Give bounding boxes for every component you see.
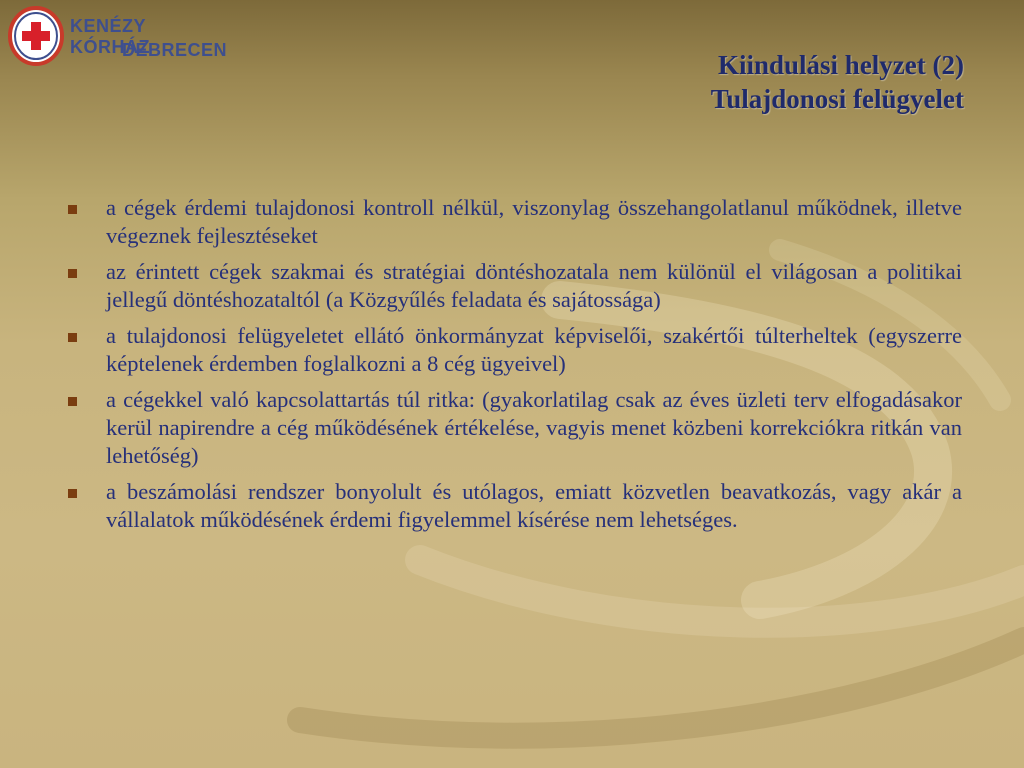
bullet-square-icon bbox=[68, 489, 77, 498]
list-item bbox=[66, 322, 962, 378]
list-item bbox=[66, 194, 962, 250]
list-item-text: a tulajdonosi felügyeletet ellátó önkormányzat képviselői, szakértői túlterheltek (egyszerre képtelenek érdemben foglalkozni a 8 cég ügyeivel) bbox=[106, 323, 962, 376]
slide-title bbox=[364, 48, 964, 116]
list-item-text: a cégek érdemi tulajdonosi kontroll nélkül, viszonylag összehangolatlanul működnek, illetve végeznek fejlesztéseket bbox=[106, 195, 962, 248]
list-item bbox=[66, 386, 962, 470]
list-item-text: a beszámolási rendszer bonyolult és utólagos, emiatt közvetlen beavatkozás, vagy akár a vállalatok működésének érdemi figyelemmel kísérése nem lehetséges. bbox=[106, 479, 962, 532]
list-item bbox=[66, 258, 962, 314]
logo-subtitle: DEBRECEN bbox=[122, 40, 228, 60]
bullet-square-icon bbox=[68, 397, 77, 406]
list-item-text: az érintett cégek szakmai és stratégiai döntéshozatala nem különül el világosan a politikai jellegű döntéshozataltól (a Közgyűlés feladata és sajátossága) bbox=[106, 259, 962, 312]
bullet-square-icon bbox=[68, 333, 77, 342]
red-cross-icon bbox=[6, 4, 66, 68]
list-item-text: a cégekkel való kapcsolattartás túl ritka: (gyakorlatilag csak az éves üzleti terv elfogadásakor kerül napirendre a cég működésének értékelése, vagyis menet közbeni korrekciókra ritkán van lehetőség) bbox=[106, 387, 962, 468]
bullet-square-icon bbox=[68, 205, 77, 214]
hospital-logo bbox=[4, 2, 228, 72]
logo-title: KENÉZY KÓRHÁZ bbox=[70, 16, 150, 57]
list-item bbox=[66, 478, 962, 534]
title-line-1: Kiindulási helyzet (2) bbox=[717, 50, 964, 80]
title-line-2: Tulajdonosi felügyelet bbox=[710, 84, 964, 114]
bullet-list bbox=[66, 194, 962, 542]
bullet-square-icon bbox=[68, 269, 77, 278]
